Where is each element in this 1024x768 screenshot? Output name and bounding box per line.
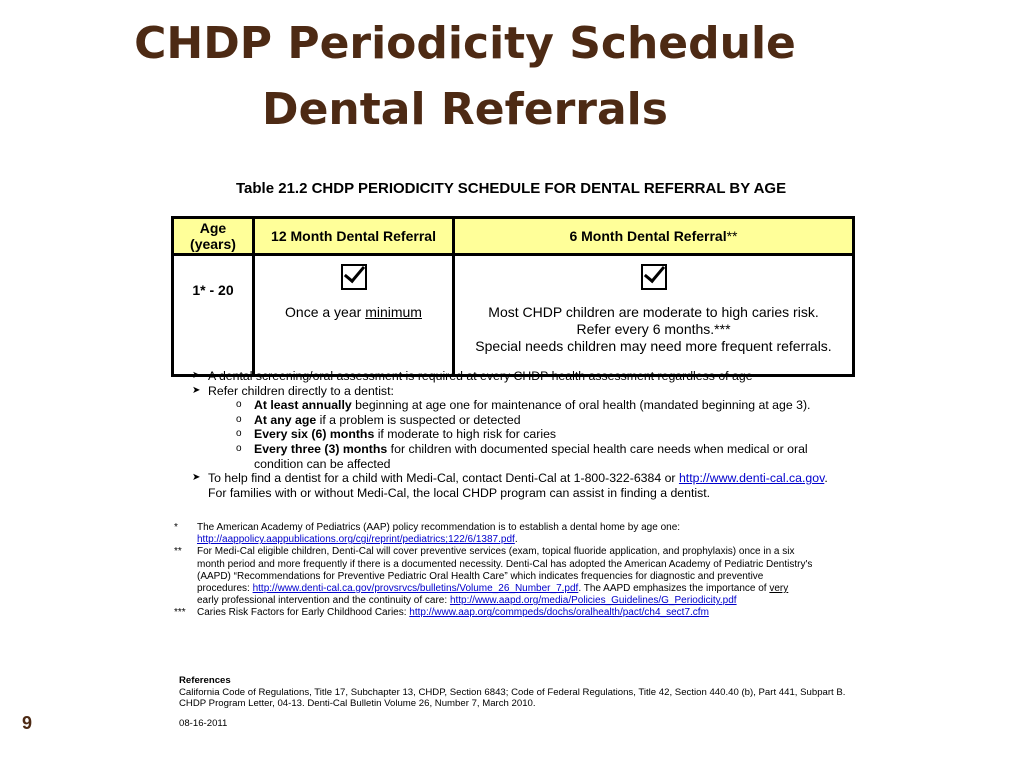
footnote	[174, 546, 864, 607]
sub-item-bold: Every three (3) months	[254, 441, 388, 456]
age-range-cell: 1* - 20	[173, 255, 254, 376]
circle-bullet-icon: o	[236, 399, 242, 411]
footnote	[174, 607, 864, 619]
circle-bullet-icon: o	[236, 413, 242, 425]
circle-bullet-icon: o	[236, 442, 242, 454]
sub-item-bold: At any age	[254, 412, 317, 427]
age-header	[173, 218, 254, 255]
footnote-text-end: .	[514, 534, 518, 546]
footnote-text: early professional intervention and the continuity of care:	[197, 595, 450, 607]
twelve-month-text-emph: minimum	[365, 304, 422, 320]
footnote-line	[197, 595, 864, 607]
sub-item-text: beginning at age one for maintenance of oral health (mandated beginning at age 3).	[351, 398, 811, 413]
age-header-line1: Age	[199, 220, 227, 236]
circle-bullet-icon: o	[236, 428, 242, 440]
sub-list-item	[192, 398, 872, 413]
twelve-month-text	[255, 304, 452, 321]
six-month-header-label: 6 Month Dental Referral	[569, 228, 727, 244]
references	[179, 675, 859, 710]
sub-item-continuation: condition can be affected	[254, 456, 391, 471]
age-header-line2: (years)	[190, 236, 236, 252]
references-heading: References	[179, 675, 231, 686]
twelve-month-cell	[254, 255, 454, 376]
twelve-month-header: 12 Month Dental Referral	[254, 218, 454, 255]
bullet-list	[192, 369, 872, 500]
footnote-emph: very	[769, 583, 789, 595]
footnote-text: procedures:	[197, 583, 253, 595]
slide-title-line1: CHDP Periodicity Schedule	[134, 18, 796, 69]
caries-risk-link[interactable]: http://www.aap.org/commpeds/dochs/oralhealth/pact/ch4_sect7.cfm	[409, 607, 709, 619]
twelve-month-text-pre: Once a year	[285, 304, 366, 320]
sub-item-text: if a problem is suspected or detected	[316, 412, 521, 427]
list-item	[192, 369, 872, 384]
arrow-bullet-icon: ➤	[192, 472, 201, 484]
arrow-bullet-icon: ➤	[192, 384, 201, 396]
bullet-text: Refer children directly to a dentist:	[208, 383, 394, 398]
sub-item-bold: At least annually	[254, 398, 352, 413]
reference-line: California Code of Regulations, Title 17, Subchapter 13, CHDP, Section 6843; Code of Federal Regulations, Title 42, Section 440.40 (b), Part 441, Subpart B.	[179, 686, 846, 698]
six-month-line2: Refer every 6 months.***	[576, 321, 731, 337]
footnote-line	[197, 607, 864, 619]
table-header-row	[173, 218, 854, 255]
denti-cal-link[interactable]: http://www.denti-cal.ca.gov	[678, 471, 825, 486]
sub-item-text: for children with documented special health care needs when medical or oral	[387, 441, 808, 456]
slide-title-line2: Dental Referrals	[262, 84, 668, 135]
list-item	[192, 471, 872, 486]
footnote-text: . The AAPD emphasizes the importance of	[578, 583, 770, 595]
aapd-periodicity-link[interactable]: http://www.aapd.org/media/Policies_Guidelines/G_Periodicity.pdf	[449, 595, 737, 607]
footnote-mark: *	[174, 522, 178, 533]
footnote-mark: ***	[174, 607, 186, 619]
revision-date: 08-16-2011	[179, 718, 228, 729]
sub-item-bold: Every six (6) months	[254, 427, 375, 442]
referral-table	[171, 216, 855, 377]
slide-number: 9	[22, 713, 33, 733]
reference-line: CHDP Program Letter, 04-13. Denti-Cal Bulletin Volume 26, Number 7, March 2010.	[179, 698, 536, 709]
footnote-text: The American Academy of Pediatrics (AAP) policy recommendation is to establish a dental home by age one:	[197, 522, 681, 533]
bullet-text: A dental screening/oral assessment is required at every CHDP health assessment regardless of age	[208, 369, 753, 383]
arrow-bullet-icon: ➤	[192, 370, 201, 381]
footnote-text: Caries Risk Factors for Early Childhood Caries:	[197, 607, 410, 619]
six-month-line3: Special needs children may need more frequent referrals.	[475, 338, 832, 354]
denti-cal-bulletin-link[interactable]: http://www.denti-cal.ca.gov/provsrvcs/bulletins/Volume_26_Number_7.pdf	[252, 583, 579, 595]
bullet-text: To help find a dentist for a child with Medi-Cal, contact Denti-Cal at 1-800-322-6384 or	[208, 471, 679, 486]
checkbox-checked-icon	[341, 264, 367, 290]
aap-policy-link[interactable]: http://aappolicy.aappublications.org/cgi/reprint/pediatrics;122/6/1387.pdf	[197, 534, 515, 546]
six-month-line1: Most CHDP children are moderate to high caries risk.	[488, 304, 819, 320]
six-month-cell	[454, 255, 854, 376]
footnote	[174, 522, 864, 546]
footnotes	[174, 522, 864, 620]
bullet-text-end: .	[824, 471, 828, 486]
table-caption: Table 21.2 CHDP PERIODICITY SCHEDULE FOR DENTAL REFERRAL BY AGE	[236, 180, 787, 197]
footnote-link-line	[197, 534, 864, 546]
six-month-header	[454, 218, 854, 255]
footnote-line: month period and more frequently if there is a documented necessity. Denti-Cal has adopted the American Academy of Pediatric Dentistry's	[197, 558, 813, 570]
footnote-line	[197, 583, 864, 595]
list-item	[192, 384, 872, 399]
footnote-line: For Medi-Cal eligible children, Denti-Cal will cover preventive services (exam, topical fluoride application, and prophylaxis) once in a six	[197, 546, 795, 558]
checkbox-checked-icon	[641, 264, 667, 290]
sub-item-text: if moderate to high risk for caries	[374, 427, 557, 442]
sub-list-item	[192, 442, 872, 457]
sub-list-item	[192, 413, 872, 428]
footnote-line: (AAPD) “Recommendations for Preventive Pediatric Oral Health Care” which indicates frequencies for diagnostic and preventive	[197, 570, 764, 582]
footnote-mark: **	[174, 546, 182, 558]
six-month-header-stars: **	[726, 228, 738, 244]
sub-list-item	[192, 427, 872, 442]
table-row	[173, 255, 854, 376]
bullet-continuation: For families with or without Medi-Cal, the local CHDP program can assist in finding a dentist.	[208, 485, 711, 500]
